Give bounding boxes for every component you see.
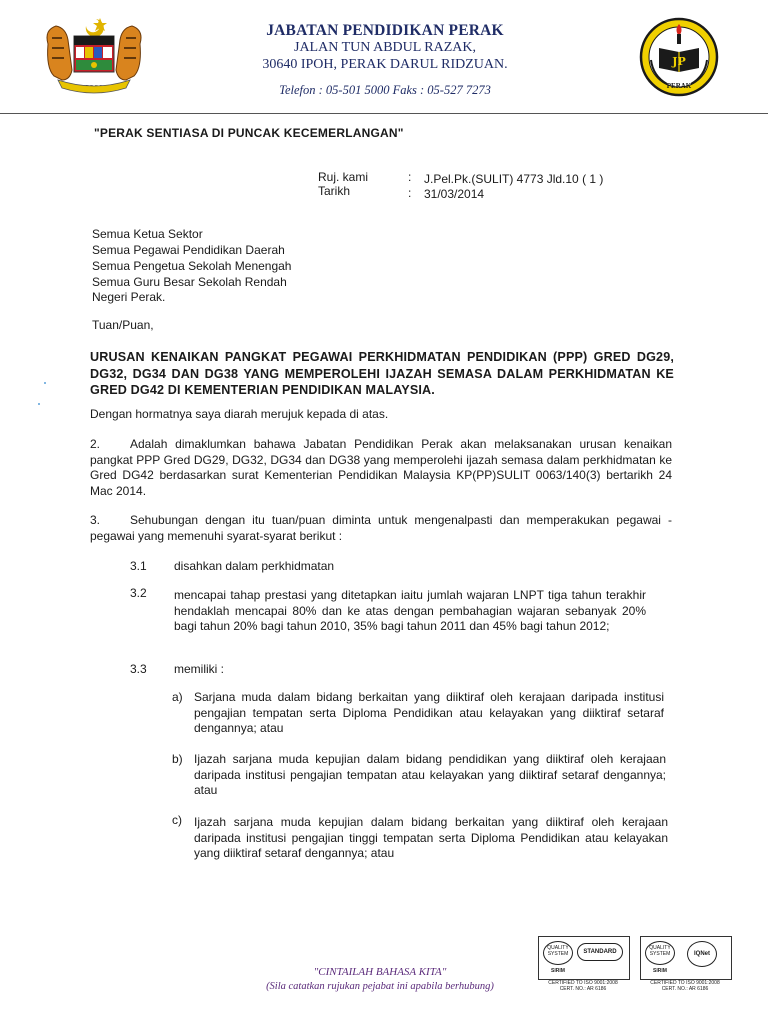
certification-number: CERT. NO.: AR 6186 xyxy=(559,986,607,992)
footer-note: (Sila catatkan rujukan pejabat ini apabila berhubung) xyxy=(266,981,494,992)
svg-text:~ ~ ~ ~: ~ ~ ~ ~ xyxy=(85,83,103,88)
paragraph-number: 3. xyxy=(90,513,101,527)
quality-system-icon xyxy=(645,941,675,965)
reference-colon: : xyxy=(408,170,412,184)
item-number: 3.2 xyxy=(130,586,147,600)
quality-system-icon xyxy=(543,941,573,965)
letter-subject: URUSAN KENAIKAN PANGKAT PEGAWAI PERKHIDMATAN PENDIDIKAN (PPP) GRED DG29, DG32, DG34 DAN DG38 YANG MEMPEROLEHI IJAZAH SEMASA DALAM PERKHIDMATAN KE GRED DG42 DI KEMENTERIAN PENDIDIKAN MALAYSIA. xyxy=(90,350,674,397)
standard-mark-icon xyxy=(577,943,623,961)
subitem-label: b) xyxy=(172,752,183,766)
reference-label: Ruj. kami xyxy=(318,170,369,184)
date-label: Tarikh xyxy=(318,184,351,198)
iqnet-mark-icon xyxy=(687,941,717,967)
certification-line: CERTIFIED TO ISO 9001:2008 xyxy=(650,980,720,986)
subitem-text: Ijazah sarjana muda kepujian dalam bidang pendidikan yang diiktiraf oleh kerajaan daripada institusi pengajian tempatan atau kelayakan yang diiktiraf setaraf dengannya; atau xyxy=(194,752,666,797)
subitem-label: c) xyxy=(172,813,182,827)
date-colon: : xyxy=(408,186,412,200)
item-number: 3.3 xyxy=(130,662,147,676)
footer-motto: "CINTAILAH BAHASA KITA" xyxy=(313,966,447,978)
item-text: mencapai tahap prestasi yang ditetapkan iaitu jumlah wajaran LNPT tiga tahun terakhir hendaklah mencapai 80% dan ke atas dengan pembahagian wajaran sebanyak 20% bagi tahun 20% bagi tahun 2010, 35% bagi tahun 2011 dan 45% bagi tahun 2012; xyxy=(174,588,646,633)
sirim-mark: SIRIM xyxy=(653,968,667,974)
perak-education-logo xyxy=(637,16,721,98)
recipient-line: Semua Pengetua Sekolah Menengah xyxy=(92,259,292,273)
reference-number: J.Pel.Pk.(SULIT) 4773 Jld.10 ( 1 ) xyxy=(424,172,604,186)
state-coat-of-arms-logo xyxy=(38,14,150,96)
svg-text:JP: JP xyxy=(672,55,686,68)
badge-top-text: QUALITY SYSTEM xyxy=(649,945,671,957)
state-motto: "PERAK SENTIASA DI PUNCAK KECEMERLANGAN" xyxy=(94,126,404,140)
item-number: 3.1 xyxy=(130,559,147,573)
standard-mark-text: STANDARD xyxy=(583,949,617,955)
certification-badge xyxy=(640,936,732,980)
recipient-line: Semua Guru Besar Sekolah Rendah xyxy=(92,275,287,289)
recipient-line: Semua Pegawai Pendidikan Daerah xyxy=(92,243,285,257)
recipient-line: Semua Ketua Sektor xyxy=(92,227,203,241)
iqnet-mark-text: IQNet xyxy=(693,951,710,957)
item-text: disahkan dalam perkhidmatan xyxy=(174,559,335,573)
paragraph-2: Adalah dimaklumkan bahawa Jabatan Pendidikan Perak akan melaksanakan urusan kenaikan pangkat PPP Gred DG29, DG32, DG34 dan DG38 yang memperolehi ijazah semasa dalam perkhidmatan ke Gred DG42 berdasarkan surat Kementerian Pendidikan Malaysia KP(PP)SULIT 0063/140(3) bertarikh 24 Mac 2014. xyxy=(90,437,672,498)
paragraph-3: Sehubungan dengan itu tuan/puan diminta untuk mengenalpasti dan memperakukan pegawai - pegawai yang memenuhi syarat-syarat berikut : xyxy=(90,513,672,543)
opening-paragraph: Dengan hormatnya saya diarah merujuk kepada di atas. xyxy=(90,407,389,421)
organization-name: JABATAN PENDIDIKAN PERAK xyxy=(266,22,504,39)
letter-date: 31/03/2014 xyxy=(424,187,485,201)
address-line-1: JALAN TUN ABDUL RAZAK, xyxy=(294,40,476,55)
item-text: memiliki : xyxy=(174,662,224,676)
badge-top-text: QUALITY SYSTEM xyxy=(547,945,569,957)
subitem-text: Sarjana muda dalam bidang berkaitan yang diiktiraf oleh kerajaan daripada institusi pengajian tempatan serta Diploma Pendidikan atau kelayakan yang diiktiraf setaraf dengannya; atau xyxy=(194,690,664,735)
recipient-line: Negeri Perak. xyxy=(92,290,166,304)
certification-line: CERTIFIED TO ISO 9001:2008 xyxy=(548,980,618,986)
scan-speck xyxy=(38,403,40,405)
address-line-2: 30640 IPOH, PERAK DARUL RIDZUAN. xyxy=(262,57,508,72)
scan-speck xyxy=(44,382,46,384)
letterhead-divider xyxy=(0,113,768,114)
certification-number: CERT. NO.: AR 6186 xyxy=(661,986,709,992)
perak-logo-text: PERAK xyxy=(666,82,692,90)
paragraph-number: 2. xyxy=(90,437,101,451)
subitem-text: Ijazah sarjana muda kepujian dalam bidang berkaitan yang diiktiraf oleh kerajaan daripada institusi pengajian tinggi tempatan serta Diploma Pendidikan atau kelayakan yang diiktiraf setaraf dengannya; atau xyxy=(194,815,668,860)
subitem-label: a) xyxy=(172,690,183,704)
salutation: Tuan/Puan, xyxy=(92,318,154,332)
sirim-mark: SIRIM xyxy=(551,968,565,974)
certification-badge xyxy=(538,936,630,980)
contact-numbers: Telefon : 05-501 5000 Faks : 05-527 7273 xyxy=(279,83,491,97)
